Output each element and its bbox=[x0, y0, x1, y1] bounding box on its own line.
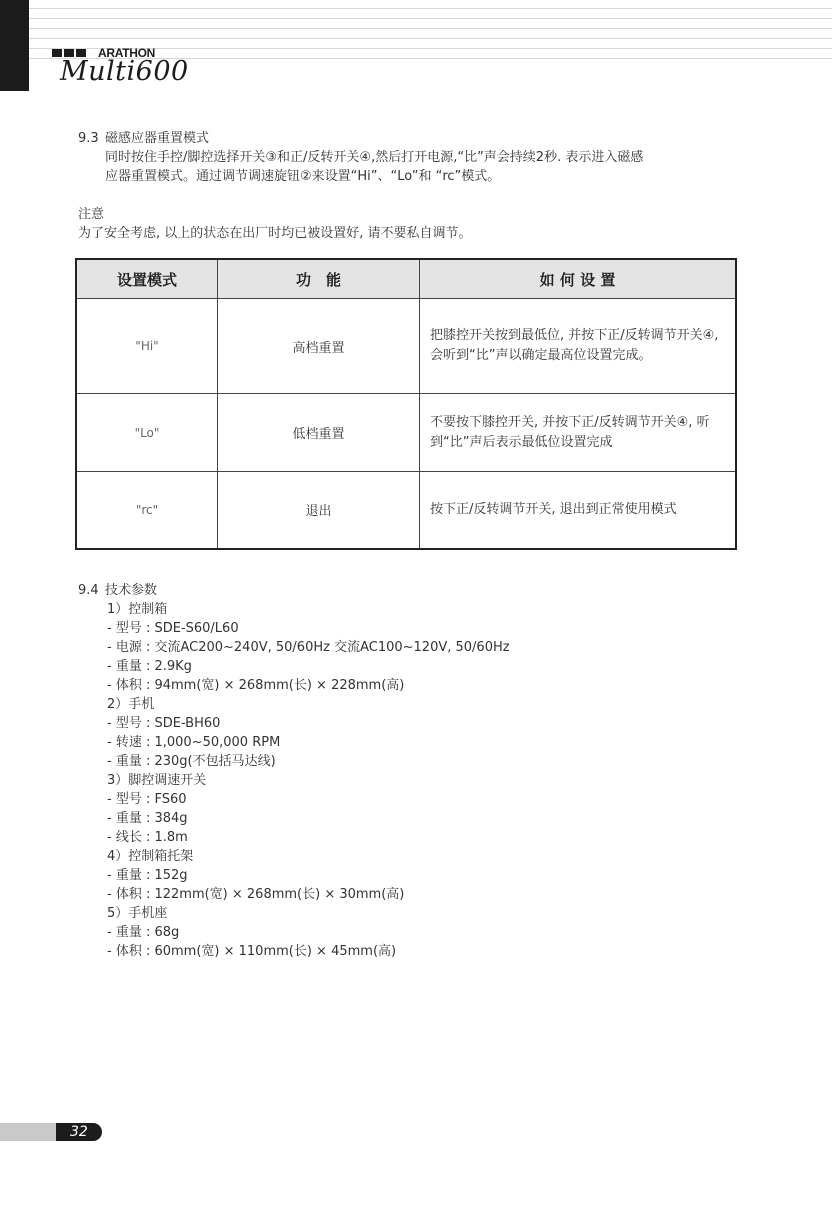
function-cell: 低档重置 bbox=[218, 394, 420, 472]
logo-product-name: Multi600 bbox=[60, 56, 189, 87]
function-cell: 高档重置 bbox=[218, 299, 420, 394]
table-header-cell: 功 能 bbox=[218, 259, 420, 299]
spec-group-heading: 3）脚控调速开关 bbox=[107, 773, 207, 788]
spec-item: - 重量 : 2.9Kg bbox=[107, 659, 192, 674]
section-number: 9.4 bbox=[78, 583, 99, 598]
table-header-row bbox=[76, 259, 736, 299]
mode-cell: "Lo" bbox=[76, 394, 218, 472]
logo-brand-word: ARATHON bbox=[98, 46, 156, 60]
table-row bbox=[76, 394, 736, 472]
spec-item: - 型号 : SDE-BH60 bbox=[107, 716, 221, 731]
table-row bbox=[76, 472, 736, 549]
mode-cell: "rc" bbox=[76, 472, 218, 549]
spec-item: - 转速 : 1,000~50,000 RPM bbox=[107, 735, 281, 750]
spec-item: - 重量 : 230g(不包括马达线) bbox=[107, 754, 276, 769]
spec-group-heading: 5）手机座 bbox=[107, 906, 168, 921]
section-number: 9.3 bbox=[78, 131, 99, 146]
how-cell: 把膝控开关按到最低位, 并按下正/反转调节开关④, 会听到“比”声以确定最高位设置完成。 bbox=[420, 299, 737, 394]
mode-cell: "Hi" bbox=[76, 299, 218, 394]
brand-logo bbox=[52, 46, 212, 90]
how-cell: 按下正/反转调节开关, 退出到正常使用模式 bbox=[420, 472, 737, 549]
spec-item: - 重量 : 68g bbox=[107, 925, 180, 940]
spec-item: - 型号 : FS60 bbox=[107, 792, 187, 807]
spec-item: - 线长 : 1.8m bbox=[107, 830, 188, 845]
function-cell: 退出 bbox=[218, 472, 420, 549]
spec-item: - 型号 : SDE-S60/L60 bbox=[107, 621, 239, 636]
spec-item: - 重量 : 384g bbox=[107, 811, 188, 826]
spec-group-heading: 2）手机 bbox=[107, 697, 155, 712]
table-row bbox=[76, 299, 736, 394]
section-title: 磁感应器重置模式 bbox=[105, 131, 210, 146]
section-paragraph-line: 应器重置模式。通过调节调速旋钮②来设置“Hi”、“Lo”和 “rc”模式。 bbox=[105, 169, 501, 184]
table-header-cell: 设置模式 bbox=[76, 259, 218, 299]
section-paragraph-line: 同时按住手控/脚控选择开关③和正/反转开关④,然后打开电源,“比”声会持续2秒. 表示进入磁感 bbox=[105, 150, 644, 165]
page-number: 32 bbox=[70, 1124, 88, 1140]
spec-item: - 体积 : 60mm(宽) × 110mm(长) × 45mm(高) bbox=[107, 944, 397, 959]
spec-item: - 电源 : 交流AC200~240V, 50/60Hz 交流AC100~120V, 50/60Hz bbox=[107, 640, 510, 655]
header-corner-block bbox=[0, 0, 29, 91]
spec-group-heading: 4）控制箱托架 bbox=[107, 849, 194, 864]
spec-item: - 体积 : 122mm(宽) × 268mm(长) × 30mm(高) bbox=[107, 887, 405, 902]
spec-item: - 重量 : 152g bbox=[107, 868, 188, 883]
section-title: 技术参数 bbox=[105, 583, 158, 598]
how-cell: 不要按下膝控开关, 并按下正/反转调节开关④, 听到“比”声后表示最低位设置完成 bbox=[420, 394, 737, 472]
note-text: 为了安全考虑, 以上的状态在出厂时均已被设置好, 请不要私自调节。 bbox=[78, 226, 472, 241]
note-label: 注意 bbox=[78, 207, 105, 222]
spec-group-heading: 1）控制箱 bbox=[107, 602, 168, 617]
reset-mode-table bbox=[75, 258, 737, 550]
table-header-cell: 如 何 设 置 bbox=[420, 259, 737, 299]
spec-item: - 体积 : 94mm(宽) × 268mm(长) × 228mm(高) bbox=[107, 678, 405, 693]
